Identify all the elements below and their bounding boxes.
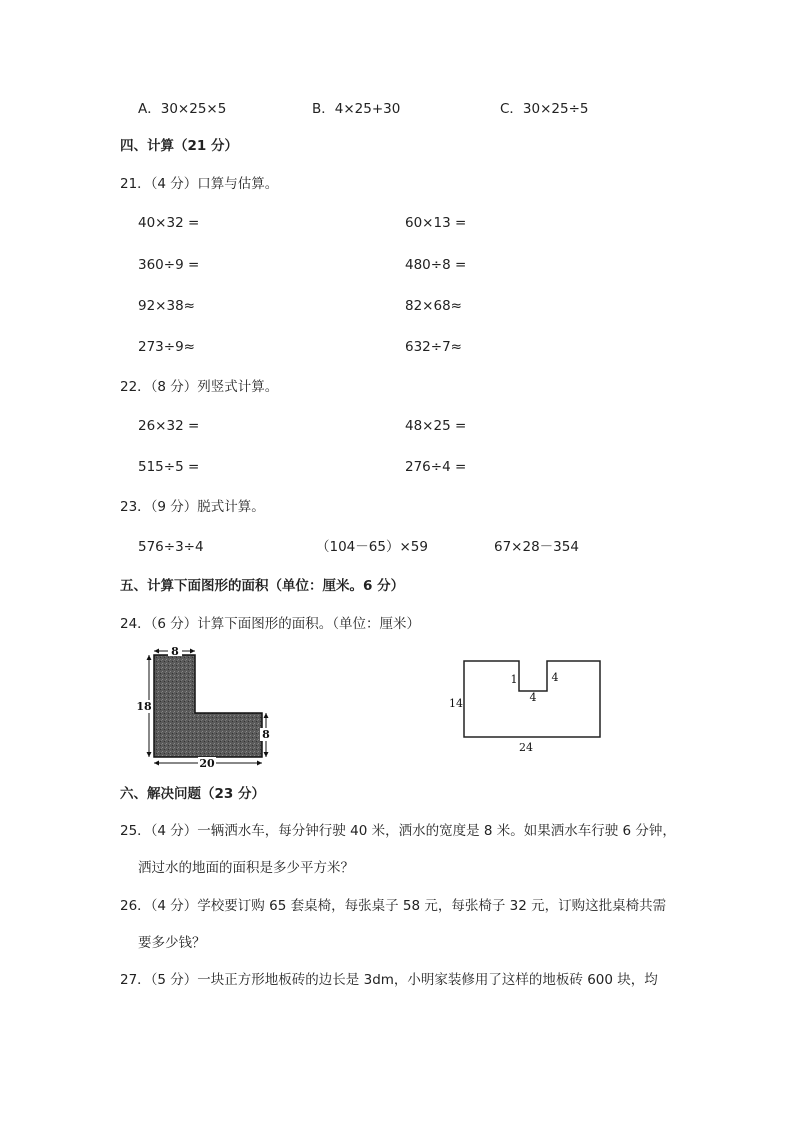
- section-title-6: 六、解决问题（23 分）: [120, 786, 265, 802]
- dim-label-bottom: 20: [199, 757, 215, 770]
- notched-rectangle-figure: [440, 655, 610, 760]
- q21-stem: 21．（4 分）口算与估算。: [120, 176, 279, 192]
- notch-left-label: 1: [510, 673, 518, 686]
- q22-item: 26×32 =: [138, 418, 200, 434]
- q22-item: 515÷5 =: [138, 459, 200, 475]
- section-title-4: 四、计算（21 分）: [120, 138, 238, 154]
- dim-label-top: 8: [171, 645, 179, 658]
- q23-item: 67×28－354: [494, 539, 579, 555]
- q23-item: （104－65）×59: [316, 539, 428, 555]
- dim-label-right: 8: [262, 728, 270, 741]
- q25-line1: 25．（4 分）一辆洒水车，每分钟行驶 40 米，洒水的宽度是 8 米。如果洒水车行驶 6 分钟，: [120, 823, 676, 839]
- q21-item: 360÷9 =: [138, 257, 200, 273]
- q22-item: 48×25 =: [405, 418, 467, 434]
- q21-item: 480÷8 =: [405, 257, 467, 273]
- q26-line2: 要多少钱？: [138, 935, 206, 951]
- q21-item: 82×68≈: [405, 298, 462, 314]
- left-side-label: 14: [449, 697, 463, 710]
- q21-item: 632÷7≈: [405, 339, 462, 355]
- section-title-5: 五、计算下面图形的面积（单位：厘米。6 分）: [120, 578, 405, 594]
- q21-item: 60×13 =: [405, 215, 467, 231]
- q25-line2: 洒过水的地面的面积是多少平方米？: [138, 860, 354, 876]
- q26-line1: 26．（4 分）学校要订购 65 套桌椅，每张桌子 58 元，每张椅子 32 元，订购这批桌椅共需: [120, 898, 667, 914]
- q22-stem: 22．（8 分）列竖式计算。: [120, 379, 279, 395]
- q21-item: 40×32 =: [138, 215, 200, 231]
- choice-a: A．30×25×5: [138, 101, 227, 117]
- l-shape-figure: [130, 643, 280, 773]
- q21-item: 92×38≈: [138, 298, 195, 314]
- dim-label-left: 18: [136, 700, 152, 713]
- l-shape: [154, 655, 262, 757]
- q22-item: 276÷4 =: [405, 459, 467, 475]
- choice-b: B．4×25+30: [312, 101, 401, 117]
- notch-bottom-label: 4: [529, 691, 537, 704]
- q23-stem: 23．（9 分）脱式计算。: [120, 499, 265, 515]
- q21-item: 273÷9≈: [138, 339, 195, 355]
- q23-item: 576÷3÷4: [138, 539, 204, 555]
- notch-right-label: 4: [551, 671, 559, 684]
- q24-stem: 24．（6 分）计算下面图形的面积。（单位：厘米）: [120, 616, 421, 632]
- q27-line1: 27．（5 分）一块正方形地板砖的边长是 3dm，小明家装修用了这样的地板砖 600 块，均: [120, 972, 658, 988]
- bottom-side-label: 24: [519, 741, 533, 754]
- choice-c: C．30×25÷5: [500, 101, 589, 117]
